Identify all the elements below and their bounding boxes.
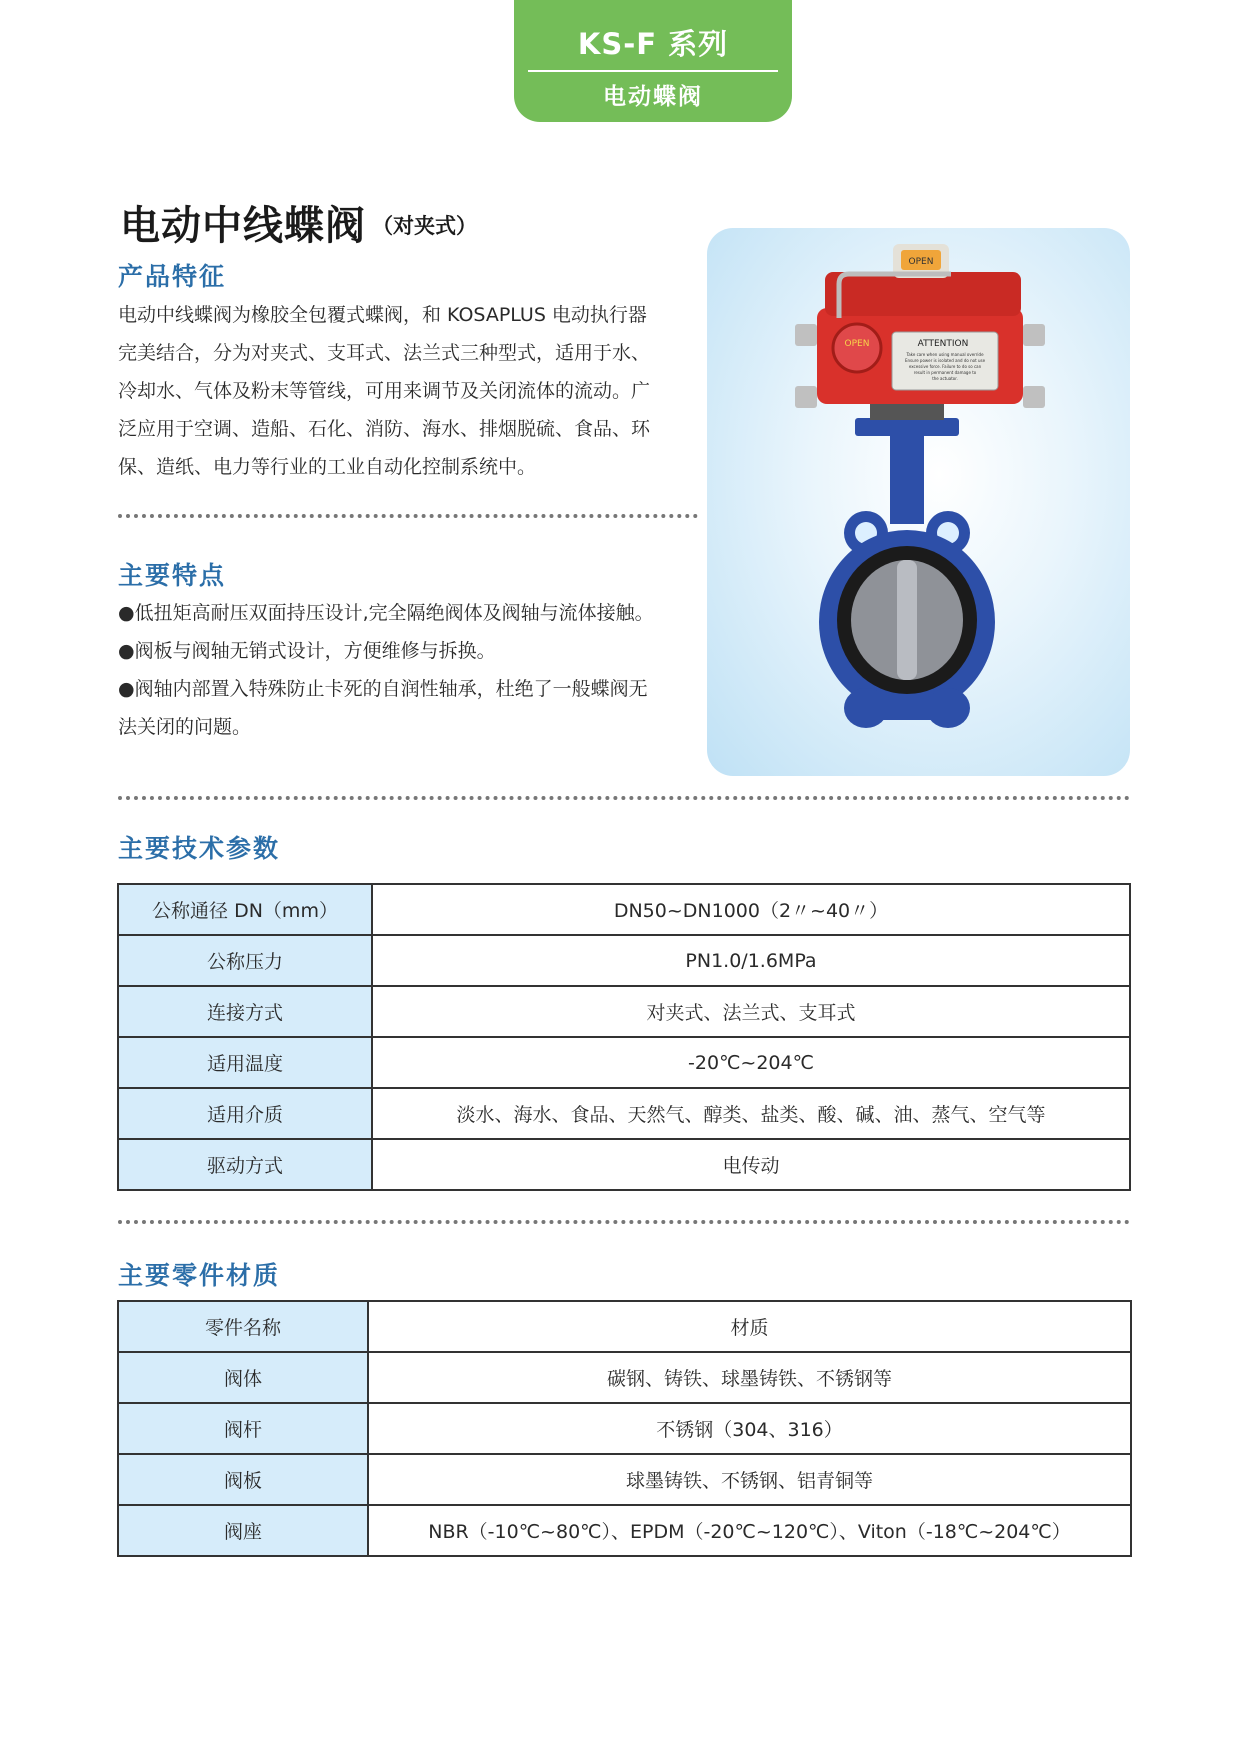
table-row	[118, 1037, 1130, 1088]
attention-line: Ensure power is isolated and do not use	[904, 358, 986, 363]
indicator-label: OPEN	[908, 257, 934, 267]
series-subtitle: 电动蝶阀	[603, 84, 703, 110]
key-point-line: ●低扭矩高耐压双面持压设计,完全隔绝阀体及阀轴与流体接触。	[118, 602, 654, 624]
features-line: 完美结合，分为对夹式、支耳式、法兰式三种型式，适用于水、	[118, 342, 651, 364]
product-title-suffix: （对夹式）	[372, 213, 477, 238]
materials-table	[117, 1300, 1132, 1557]
dial-label: OPEN	[844, 339, 870, 349]
electric-actuator	[795, 244, 1045, 420]
dotted-divider	[118, 1220, 1130, 1224]
attention-line: excessive force. Failure to do so can	[908, 364, 982, 369]
material-value: 碳钢、铸铁、球墨铸铁、不锈钢等	[368, 1352, 1131, 1403]
param-value: 对夹式、法兰式、支耳式	[372, 986, 1130, 1037]
table-row	[118, 1352, 1131, 1403]
param-label: 驱动方式	[118, 1139, 372, 1190]
param-label: 公称通径 DN（mm）	[118, 884, 372, 935]
tech-params-heading: 主要技术参数	[118, 834, 281, 863]
features-line: 泛应用于空调、造船、石化、消防、海水、排烟脱硫、食品、环	[118, 418, 651, 440]
table-row	[118, 935, 1130, 986]
table-row	[118, 1088, 1130, 1139]
dotted-divider	[118, 514, 698, 518]
table-row	[118, 884, 1130, 935]
param-label: 连接方式	[118, 986, 372, 1037]
attention-line: Take care when using manual override	[906, 352, 984, 357]
table-row	[118, 1139, 1130, 1190]
table-row	[118, 1454, 1131, 1505]
table-row	[118, 1301, 1131, 1352]
table-row	[118, 986, 1130, 1037]
series-tab	[514, 0, 792, 122]
product-photo	[707, 228, 1130, 776]
param-value: 电传动	[372, 1139, 1130, 1190]
material-label: 零件名称	[118, 1301, 368, 1352]
series-title: KS-F 系列	[577, 27, 729, 61]
material-label: 阀座	[118, 1505, 368, 1556]
key-points-text	[118, 594, 708, 746]
param-value: -20℃~204℃	[372, 1037, 1130, 1088]
material-label: 阀板	[118, 1454, 368, 1505]
butterfly-valve-illustration	[707, 228, 1130, 776]
material-value: 不锈钢（304、316）	[368, 1403, 1131, 1454]
param-value: DN50~DN1000（2〃~40〃）	[372, 884, 1130, 935]
product-title	[120, 194, 477, 251]
material-label: 阀体	[118, 1352, 368, 1403]
material-label: 阀杆	[118, 1403, 368, 1454]
attention-line: result in permanent damage to	[913, 370, 977, 375]
key-point-line: ●阀轴内部置入特殊防止卡死的自润性轴承，杜绝了一般蝶阀无	[118, 678, 648, 700]
param-value: 淡水、海水、食品、天然气、醇类、盐类、酸、碱、油、蒸气、空气等	[372, 1088, 1130, 1139]
features-line: 保、造纸、电力等行业的工业自动化控制系统中。	[118, 456, 537, 478]
dotted-divider	[118, 796, 1130, 800]
material-value: 材质	[368, 1301, 1131, 1352]
key-point-line: 法关闭的问题。	[118, 716, 252, 738]
param-label: 适用温度	[118, 1037, 372, 1088]
param-label: 适用介质	[118, 1088, 372, 1139]
material-value: 球墨铸铁、不锈钢、铝青铜等	[368, 1454, 1131, 1505]
key-point-line: ●阀板与阀轴无销式设计，方便维修与拆换。	[118, 640, 496, 662]
table-row	[118, 1505, 1131, 1556]
param-value: PN1.0/1.6MPa	[372, 935, 1130, 986]
key-points-heading: 主要特点	[118, 561, 227, 590]
tech-params-table	[117, 883, 1131, 1191]
attention-line: the actuator.	[932, 376, 958, 381]
features-heading: 产品特征	[118, 262, 227, 291]
material-value: NBR（-10℃~80℃）、EPDM（-20℃~120℃）、Viton（-18℃~204℃）	[368, 1505, 1131, 1556]
materials-heading: 主要零件材质	[118, 1261, 281, 1290]
features-text	[118, 296, 708, 486]
tab-divider	[528, 70, 778, 72]
features-line: 电动中线蝶阀为橡胶全包覆式蝶阀，和 KOSAPLUS 电动执行器	[118, 304, 647, 326]
attention-title: ATTENTION	[917, 339, 969, 349]
table-row	[118, 1403, 1131, 1454]
param-label: 公称压力	[118, 935, 372, 986]
features-line: 冷却水、气体及粉末等管线，可用来调节及关闭流体的流动。广	[118, 380, 651, 402]
valve-body	[819, 418, 995, 728]
product-title-main: 电动中线蝶阀	[120, 202, 366, 249]
